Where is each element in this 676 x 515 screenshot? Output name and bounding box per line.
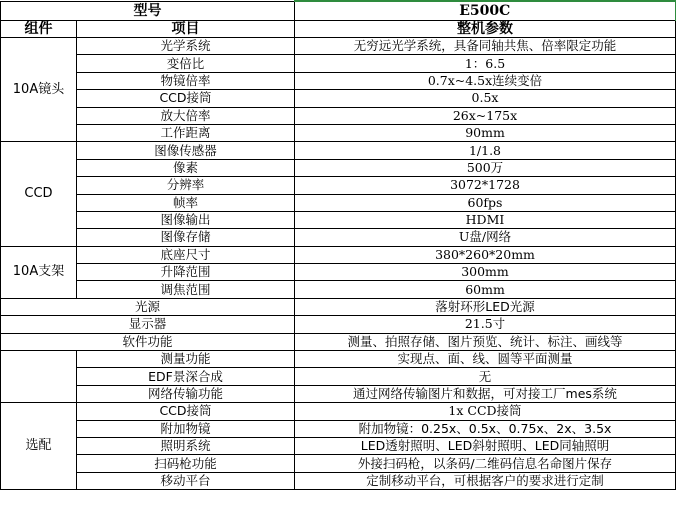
table-row: [1, 177, 676, 194]
table-row: [1, 351, 676, 368]
item-cell: 照明系统: [77, 437, 295, 454]
table-row: [1, 72, 676, 89]
group-options: 选配: [1, 403, 77, 490]
item-cell: 图像传感器: [77, 142, 295, 159]
item-cell: CCD接筒: [77, 403, 295, 420]
value-cell: 300mm: [295, 264, 676, 281]
table-row: [1, 420, 676, 437]
value-cell: 无: [295, 368, 676, 385]
group-ccd: CCD: [1, 142, 77, 246]
value-cell: 测量、拍照存储、图片预览、统计、标注、画线等: [295, 333, 676, 350]
table-row: [1, 55, 676, 72]
model-row: [1, 1, 676, 21]
value-cell: 26x~175x: [295, 107, 676, 124]
table-row: [1, 194, 676, 211]
value-cell: 定制移动平台，可根据客户的要求进行定制: [295, 472, 676, 489]
item-cell: 软件功能: [1, 333, 295, 350]
value-cell: 通过网络传输图片和数据，可对接工厂mes系统: [295, 385, 676, 402]
item-cell: 网络传输功能: [77, 385, 295, 402]
value-cell: 外接扫码枪，以条码/二维码信息名命图片保存: [295, 455, 676, 472]
item-cell: EDF景深合成: [77, 368, 295, 385]
item-cell: 物镜倍率: [77, 72, 295, 89]
item-cell: 扫码枪功能: [77, 455, 295, 472]
table-row: [1, 38, 676, 55]
value-cell: 附加物镜：0.25x、0.5x、0.75x、2x、3.5x: [295, 420, 676, 437]
table-row: [1, 298, 676, 315]
table-row: [1, 90, 676, 107]
group-stand: 10A支架: [1, 246, 77, 298]
table-row: [1, 281, 676, 298]
col-params-header: 整机参数: [295, 21, 676, 38]
table-row: [1, 142, 676, 159]
value-cell: 60fps: [295, 194, 676, 211]
item-cell: 帧率: [77, 194, 295, 211]
value-cell: U盘/网络: [295, 229, 676, 246]
table-row: [1, 333, 676, 350]
item-cell: 升降范围: [77, 264, 295, 281]
table-row: [1, 264, 676, 281]
table-row: [1, 316, 676, 333]
col-item-header: 项目: [77, 21, 295, 38]
value-cell: 90mm: [295, 124, 676, 141]
model-value: E500C: [295, 1, 676, 21]
table-row: [1, 159, 676, 176]
item-cell: 显示器: [1, 316, 295, 333]
table-row: [1, 246, 676, 263]
item-cell: 放大倍率: [77, 107, 295, 124]
value-cell: 60mm: [295, 281, 676, 298]
header-row: [1, 21, 676, 38]
item-cell: 光学系统: [77, 38, 295, 55]
value-cell: HDMI: [295, 211, 676, 228]
table-row: [1, 455, 676, 472]
item-cell: 移动平台: [77, 472, 295, 489]
table-row: [1, 124, 676, 141]
table-row: [1, 403, 676, 420]
value-cell: LED透射照明、LED斜射照明、LED同轴照明: [295, 437, 676, 454]
item-cell: 图像输出: [77, 211, 295, 228]
item-cell: 像素: [77, 159, 295, 176]
table-row: [1, 211, 676, 228]
item-cell: 工作距离: [77, 124, 295, 141]
value-cell: 落射环形LED光源: [295, 298, 676, 315]
table-row: [1, 229, 676, 246]
value-cell: 0.7x~4.5x连续变倍: [295, 72, 676, 89]
item-cell: 底座尺寸: [77, 246, 295, 263]
value-cell: 实现点、面、线、圆等平面测量: [295, 351, 676, 368]
blank-group-cell: [1, 351, 77, 403]
col-group-header: 组件: [1, 21, 77, 38]
value-cell: 3072*1728: [295, 177, 676, 194]
item-cell: 调焦范围: [77, 281, 295, 298]
item-cell: 光源: [1, 298, 295, 315]
item-cell: 分辨率: [77, 177, 295, 194]
item-cell: 变倍比: [77, 55, 295, 72]
value-cell: 1：6.5: [295, 55, 676, 72]
group-lens: 10A镜头: [1, 38, 77, 142]
value-cell: 380*260*20mm: [295, 246, 676, 263]
value-cell: 1/1.8: [295, 142, 676, 159]
table-row: [1, 385, 676, 402]
item-cell: CCD接筒: [77, 90, 295, 107]
item-cell: 附加物镜: [77, 420, 295, 437]
model-label: 型号: [1, 1, 295, 21]
item-cell: 图像存储: [77, 229, 295, 246]
table-row: [1, 107, 676, 124]
value-cell: 0.5x: [295, 90, 676, 107]
table-row: [1, 437, 676, 454]
item-cell: 测量功能: [77, 351, 295, 368]
value-cell: 1x CCD接筒: [295, 403, 676, 420]
table-row: [1, 472, 676, 489]
table-row: [1, 368, 676, 385]
value-cell: 21.5寸: [295, 316, 676, 333]
value-cell: 500万: [295, 159, 676, 176]
value-cell: 无穷远光学系统，具备同轴共焦、倍率限定功能: [295, 38, 676, 55]
